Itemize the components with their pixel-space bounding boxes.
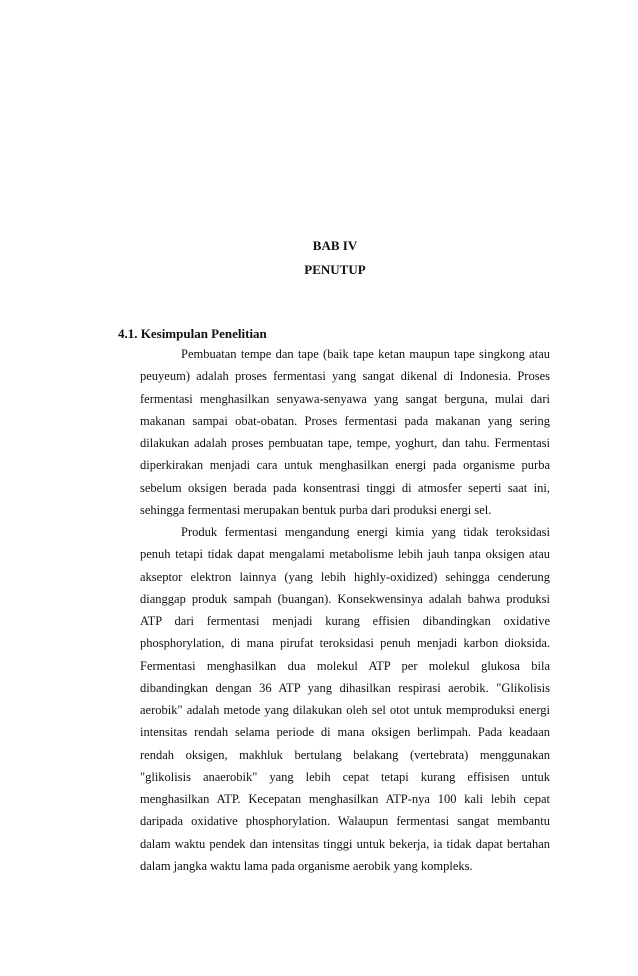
chapter-number: BAB IV <box>312 238 358 253</box>
section-heading: 4.1. Kesimpulan Penelitian <box>118 326 267 341</box>
paragraph-2: Produk fermentasi mengandung energi kimia yang tidak teroksidasi penuh tetapi tidak dapat mengalami metabolisme lebih jauh tanpa oksigen atau akseptor elektron lainnya (yang lebih highly-oxidized) sehingga cenderung dianggap produk sampah (buangan). Konsekwensinya adalah bahwa produksi ATP dari fermentasi menjadi kurang effisien dibandingkan oxidative phosphorylation, di mana pirufat teroksidasi penuh menjadi karbon dioksida. Fermentasi menghasilkan dua molekul ATP per molekul glukosa bila dibandingkan dengan 36 ATP yang dihasilkan respirasi aerobik. "Glikolisis aerobik" adalah metode yang dilakukan oleh sel otot untuk memproduksi energi intensitas rendah selama periode di mana oksigen berlimpah. Pada keadaan rendah oksigen, makhluk bertulang belakang (vertebrata) menggunakan "glikolisis anaerobik" yang lebih cepat tetapi kurang effisisen untuk menghasilkan ATP. Kecepatan menghasilkan ATP-nya 100 kali lebih cepat daripada oxidative phosphorylation. Walaupun fermentasi sangat membantu dalam waktu pendek dan intensitas tinggi untuk bekerja, ia tidak dapat bertahan dalam jangka waktu lama pada organisme aerobik yang kompleks. <box>140 525 550 873</box>
section-body <box>140 343 550 877</box>
chapter-title: PENUTUP <box>304 262 366 277</box>
paragraph-1: Pembuatan tempe dan tape (baik tape ketan maupun tape singkong atau peuyeum) adalah proses fermentasi yang sangat dikenal di Indonesia. Proses fermentasi menghasilkan senyawa-senyawa yang sangat berguna, mulai dari makanan sampai obat-obatan. Proses fermentasi pada makanan yang sering dilakukan adalah proses pembuatan tape, tempe, yoghurt, dan tahu. Fermentasi diperkirakan menjadi cara untuk menghasilkan energi pada organisme purba sebelum oksigen berada pada konsentrasi tinggi di atmosfer seperti saat ini, sehingga fermentasi merupakan bentuk purba dari produksi energi sel. <box>140 347 550 517</box>
